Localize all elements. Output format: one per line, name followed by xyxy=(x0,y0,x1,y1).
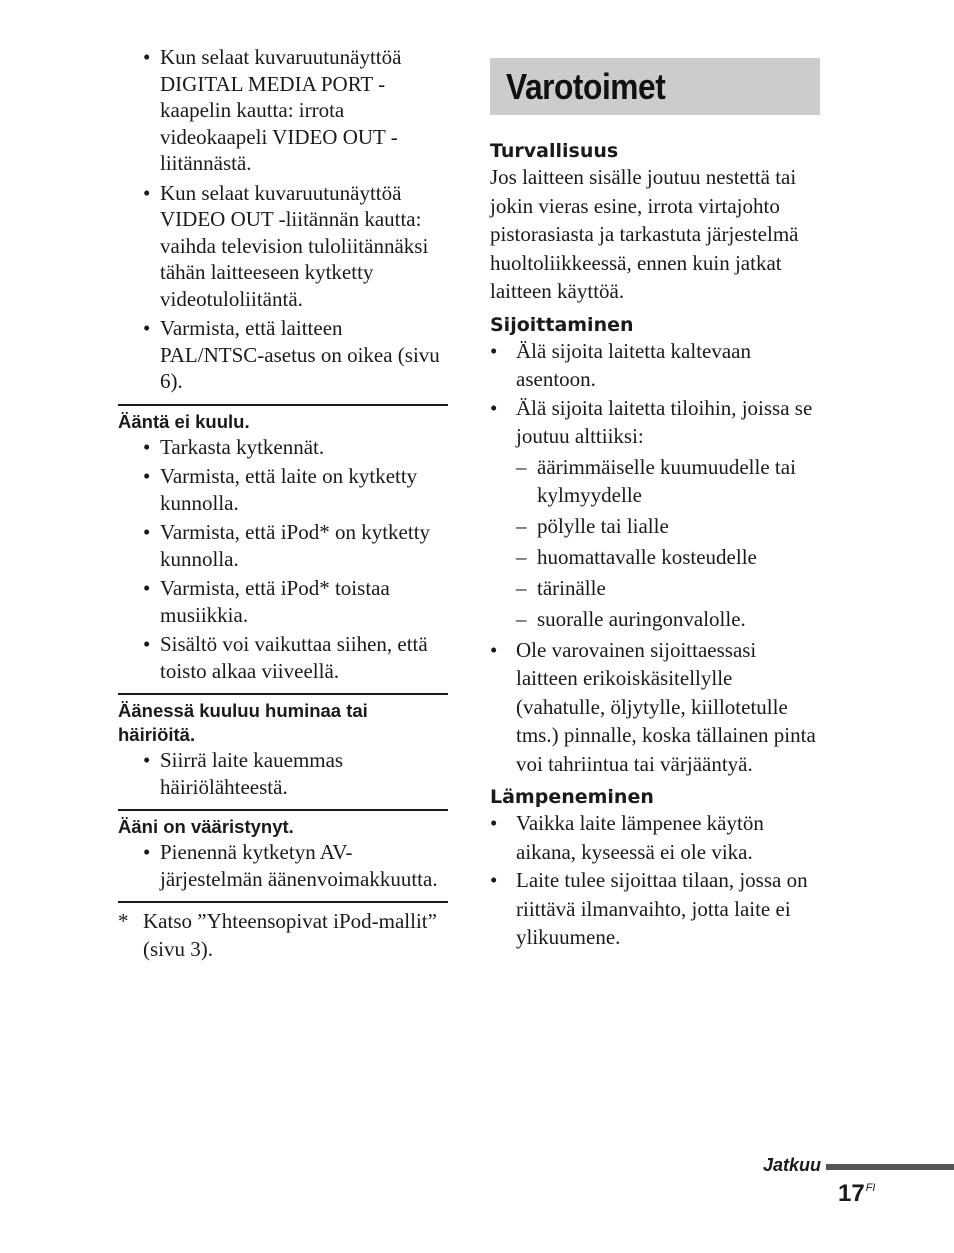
right-column xyxy=(490,58,820,952)
list-item: • Varmista, että laitteen PAL/NTSC-asetus on oikea (sivu 6). xyxy=(118,315,448,395)
sub-list-item: – tärinälle xyxy=(516,574,820,602)
list-item: • Ole varovainen sijoittaessasi laitteen erikoiskäsitellylle (vahatulle, öljytylle, kiillotetulle tms.) pinnalle, koska tällainen pinta voi tahriintua tai värjääntyä. xyxy=(490,636,820,779)
footnote-text: Katso ”Yhteensopivat iPod-mallit” (sivu 3). xyxy=(143,909,437,961)
list-item: • Kun selaat kuvaruutunäyttöä DIGITAL MEDIA PORT -kaapelin kautta: irrota videokaapeli VIDEO OUT -liitännästä. xyxy=(118,44,448,177)
sub-list-item: – suoralle auringonvalolle. xyxy=(516,605,820,633)
list-item: • Laite tulee sijoittaa tilaan, jossa on riittävä ilmanvaihto, jotta laite ei ylikuumene. xyxy=(490,866,820,952)
bullet-list-lampeneminen xyxy=(490,809,820,952)
section-title: Ääntä ei kuulu. xyxy=(118,410,250,432)
left-column xyxy=(118,44,448,963)
sub-list-item: – huomattavalle kosteudelle xyxy=(516,543,820,571)
language-code: FI xyxy=(865,1182,876,1194)
bullet-list-sijoittaminen xyxy=(490,337,820,779)
footnote-mark: * xyxy=(118,909,129,933)
sub-list-item: – pölylle tai lialle xyxy=(516,512,820,540)
footnote xyxy=(118,901,448,963)
list-item-text: Älä sijoita laitetta tiloihin, joissa se joutuu alttiiksi: xyxy=(516,395,813,448)
sub-heading-sijoittaminen: Sijoittaminen xyxy=(490,313,634,336)
page-number xyxy=(838,1180,875,1208)
list-item: • Vaikka laite lämpenee käytön aikana, kyseessä ei ole vika. xyxy=(490,809,820,866)
section-hum-noise xyxy=(118,693,448,800)
list-item: • Varmista, että iPod* toistaa musiikkia. xyxy=(118,575,448,628)
list-item: • Siirrä laite kauemmas häiriölähteestä. xyxy=(118,747,448,800)
list-item: • Pienennä kytketyn AV-järjestelmän äänenvoimakkuutta. xyxy=(118,839,448,892)
section-banner xyxy=(490,58,820,115)
page-number-value: 17 xyxy=(838,1180,865,1207)
section-no-sound xyxy=(118,404,448,685)
bullet-list xyxy=(118,839,448,892)
list-item: • Tarkasta kytkennät. xyxy=(118,434,448,461)
intro-bullet-list xyxy=(118,44,448,395)
sub-list-item: – äärimmäiselle kuumuudelle tai kylmyydelle xyxy=(516,453,820,509)
continue-bar xyxy=(826,1164,954,1170)
list-item: • Sisältö voi vaikuttaa siihen, että toisto alkaa viiveellä. xyxy=(118,631,448,684)
list-item: • Varmista, että laite on kytketty kunnolla. xyxy=(118,463,448,516)
list-item: • Varmista, että iPod* on kytketty kunnolla. xyxy=(118,519,448,572)
bullet-list xyxy=(118,434,448,685)
list-item: • Kun selaat kuvaruutunäyttöä VIDEO OUT -liitännän kautta: vaihda television tuloliitännäksi tähän laitteeseen kytketty videotuloliitäntä. xyxy=(118,180,448,313)
paragraph-turvallisuus: Jos laitteen sisälle joutuu nestettä tai jokin vieras esine, irrota virtajohto pistorasiasta ja tarkastuta järjestelmä huoltoliikkeessä, ennen kuin jatkat laitteen käyttöä. xyxy=(490,165,799,303)
list-item xyxy=(490,394,820,633)
dash-sub-list xyxy=(516,453,820,633)
bullet-list xyxy=(118,747,448,800)
section-title: Äänessä kuuluu huminaa tai häiriöitä. xyxy=(118,700,368,745)
sub-heading-lampeneminen: Lämpeneminen xyxy=(490,786,654,808)
banner-title: Varotoimet xyxy=(506,65,666,107)
list-item: • Älä sijoita laitetta kaltevaan asentoon. xyxy=(490,337,820,394)
section-distorted-sound xyxy=(118,809,448,892)
sub-heading-turvallisuus: Turvallisuus xyxy=(490,140,619,162)
section-title: Ääni on vääristynyt. xyxy=(118,816,294,837)
continue-label: Jatkuu xyxy=(762,1155,821,1175)
